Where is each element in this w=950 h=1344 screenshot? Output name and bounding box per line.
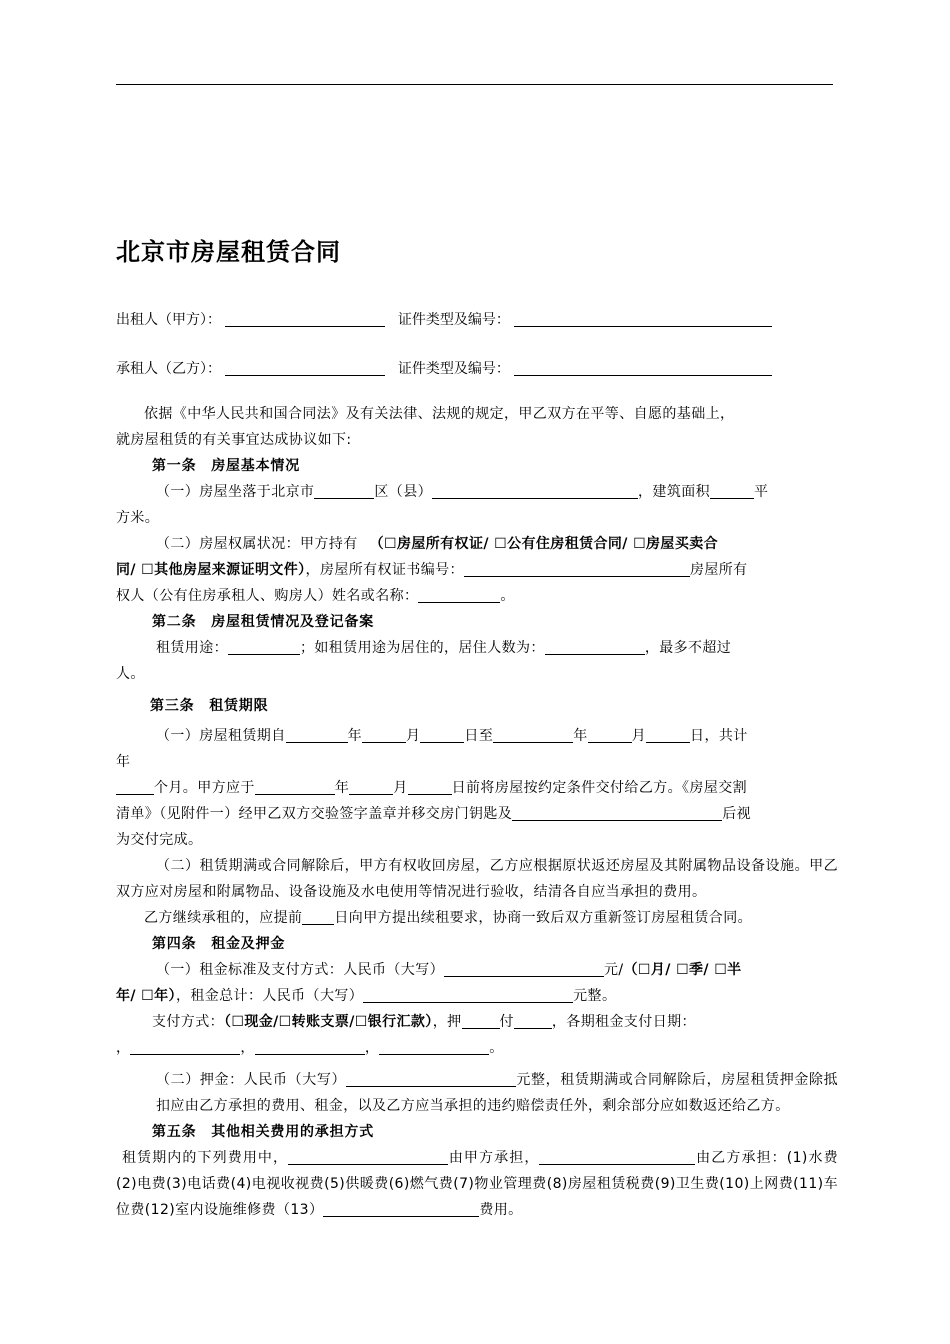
pay-months-field[interactable] bbox=[514, 1014, 552, 1029]
occupants-field[interactable] bbox=[545, 640, 645, 655]
article-3-para-1-cont2: 清单》（见附件一）经甲乙双方交验签字盖章并移交房门钥匙及 后视 bbox=[116, 806, 752, 822]
owner-name-field[interactable] bbox=[418, 588, 500, 603]
renewal-days-field[interactable] bbox=[302, 910, 334, 925]
area-field[interactable] bbox=[710, 484, 754, 499]
article-1-para-2-cont: 同/ ☐其他房屋来源证明文件），房屋所有权证书编号： 房屋所有 bbox=[116, 562, 748, 578]
article-1-para-1: （一）房屋坐落于北京市 区（县） ，建筑面积 平 bbox=[156, 484, 769, 500]
payment-date-2-field[interactable] bbox=[255, 1040, 365, 1055]
lessor-line bbox=[116, 309, 772, 329]
lessor-id-field[interactable] bbox=[514, 312, 772, 327]
article-3-title: 第三条 租赁期限 bbox=[150, 698, 269, 714]
district-field[interactable] bbox=[314, 484, 374, 499]
deposit-amount-field[interactable] bbox=[346, 1072, 516, 1087]
article-1-para-2: （二）房屋权属状况：甲方持有 （☐房屋所有权证/ ☐公有住房租赁合同/ ☐房屋买卖合 bbox=[156, 536, 719, 552]
article-4-para-1: （一）租金标准及支付方式：人民币（大写） 元/（☐月/ ☐季/ ☐半 bbox=[156, 962, 742, 978]
article-3-para-1-end: 为交付完成。 bbox=[116, 832, 203, 848]
contract-body bbox=[116, 401, 838, 1223]
lessor-name-field[interactable] bbox=[225, 312, 385, 327]
delivery-month-field[interactable] bbox=[349, 780, 393, 795]
delivery-day-field[interactable] bbox=[408, 780, 452, 795]
article-4-para-2: （二）押金：人民币（大写） 元整，租赁期满或合同解除后，房屋租赁押金除抵扣应由乙方承担的费用、租金，以及乙方应当承担的违约赔偿责任外，剩余部分应如数返还给乙方。 bbox=[156, 1072, 838, 1114]
article-1-title: 第一条 房屋基本情况 bbox=[152, 458, 300, 474]
article-4-payment: 支付方式：（☐现金/☐转账支票/☐银行汇款），押 付 ，各期租金支付日期： bbox=[152, 1014, 696, 1030]
article-4-title: 第四条 租金及押金 bbox=[152, 936, 286, 952]
lessee-id-label: 证件类型及编号： bbox=[397, 361, 510, 377]
article-3-para-3: 乙方继续承租的，应提前 日向甲方提出续租要求，协商一致后双方重新签订房屋租赁合同。 bbox=[144, 910, 753, 926]
end-year-field[interactable] bbox=[493, 728, 573, 743]
article-1-para-1-cont: 方米。 bbox=[116, 510, 160, 526]
ownership-options[interactable]: （☐房屋所有权证/ ☐公有住房租赁合同/ ☐房屋买卖合 bbox=[369, 536, 719, 552]
lessee-fees-field[interactable] bbox=[539, 1150, 695, 1165]
address-field[interactable] bbox=[432, 484, 638, 499]
lessee-id-field[interactable] bbox=[514, 361, 772, 376]
payment-method-options[interactable]: （☐现金/☐转账支票/☐银行汇款） bbox=[224, 1014, 433, 1030]
other-fees-field[interactable] bbox=[323, 1202, 479, 1217]
document-title: 北京市房屋租赁合同 bbox=[116, 238, 341, 266]
article-4-payment-dates: ， ， ， 。 bbox=[116, 1040, 504, 1056]
start-year-field[interactable] bbox=[286, 728, 348, 743]
payment-date-3-field[interactable] bbox=[379, 1040, 489, 1055]
handover-items-field[interactable] bbox=[512, 806, 722, 821]
article-3-para-1-year: 年 bbox=[116, 754, 131, 770]
usage-field[interactable] bbox=[228, 640, 300, 655]
article-5-title: 第五条 其他相关费用的承担方式 bbox=[152, 1124, 374, 1140]
lessee-label: 承租人（乙方）： bbox=[116, 361, 221, 377]
lessor-fees-field[interactable] bbox=[288, 1150, 448, 1165]
preamble-line-1: 依据《中华人民共和国合同法》及有关法律、法规的规定，甲乙双方在平等、自愿的基础上， bbox=[144, 406, 735, 422]
start-day-field[interactable] bbox=[420, 728, 464, 743]
certificate-number-field[interactable] bbox=[464, 562, 690, 577]
start-month-field[interactable] bbox=[362, 728, 406, 743]
term-months-field[interactable] bbox=[116, 780, 154, 795]
article-3-para-2: （二）租赁期满或合同解除后，甲方有权收回房屋，乙方应根据原状返还房屋及其附属物品设备设施。甲乙双方应对房屋和附属物品、设备设施及水电使用等情况进行验收，结清各自应当承担的费用。 bbox=[116, 858, 838, 900]
article-5-para: 租赁期内的下列费用中， 由甲方承担， 由乙方承担：(1)水费(2)电费(3)电话费(4)电视收视费(5)供暖费(6)燃气费(7)物业管理费(8)房屋租赁税费(9)卫生费(10)上网费(11)车位费(12)室内设施维修费（13） 费用。 bbox=[116, 1150, 839, 1218]
article-2-title: 第二条 房屋租赁情况及登记备案 bbox=[152, 614, 374, 630]
rent-period-options[interactable]: （☐月/ ☐季/ ☐半 bbox=[623, 962, 742, 978]
lessee-name-field[interactable] bbox=[225, 361, 385, 376]
lessor-id-label: 证件类型及编号： bbox=[397, 312, 510, 328]
article-2-para-cont: 人。 bbox=[116, 666, 145, 682]
article-3-para-1: （一）房屋租赁期自 年 月 日至 年 月 日，共计 bbox=[156, 728, 748, 744]
end-month-field[interactable] bbox=[588, 728, 632, 743]
payment-date-1-field[interactable] bbox=[130, 1040, 240, 1055]
article-4-para-1-cont: 年/ ☐年），租金总计：人民币（大写） 元整。 bbox=[116, 988, 617, 1004]
deposit-months-field[interactable] bbox=[462, 1014, 500, 1029]
article-2-para: 租赁用途： ；如租赁用途为居住的，居住人数为： ，最多不超过 bbox=[156, 640, 732, 656]
rent-total-field[interactable] bbox=[363, 988, 573, 1003]
article-1-para-2-end: 权人（公有住房承租人、购房人）姓名或名称： 。 bbox=[116, 588, 515, 604]
preamble-line-2: 就房屋租赁的有关事宜达成协议如下: bbox=[116, 432, 352, 448]
header-rule bbox=[116, 84, 833, 85]
lessor-label: 出租人（甲方）： bbox=[116, 312, 221, 328]
delivery-year-field[interactable] bbox=[255, 780, 335, 795]
article-3-para-1-cont: 个月。甲方应于 年 月 日前将房屋按约定条件交付给乙方。《房屋交割 bbox=[116, 775, 838, 801]
end-day-field[interactable] bbox=[646, 728, 690, 743]
rent-amount-field[interactable] bbox=[444, 962, 604, 977]
lessee-line bbox=[116, 358, 772, 378]
